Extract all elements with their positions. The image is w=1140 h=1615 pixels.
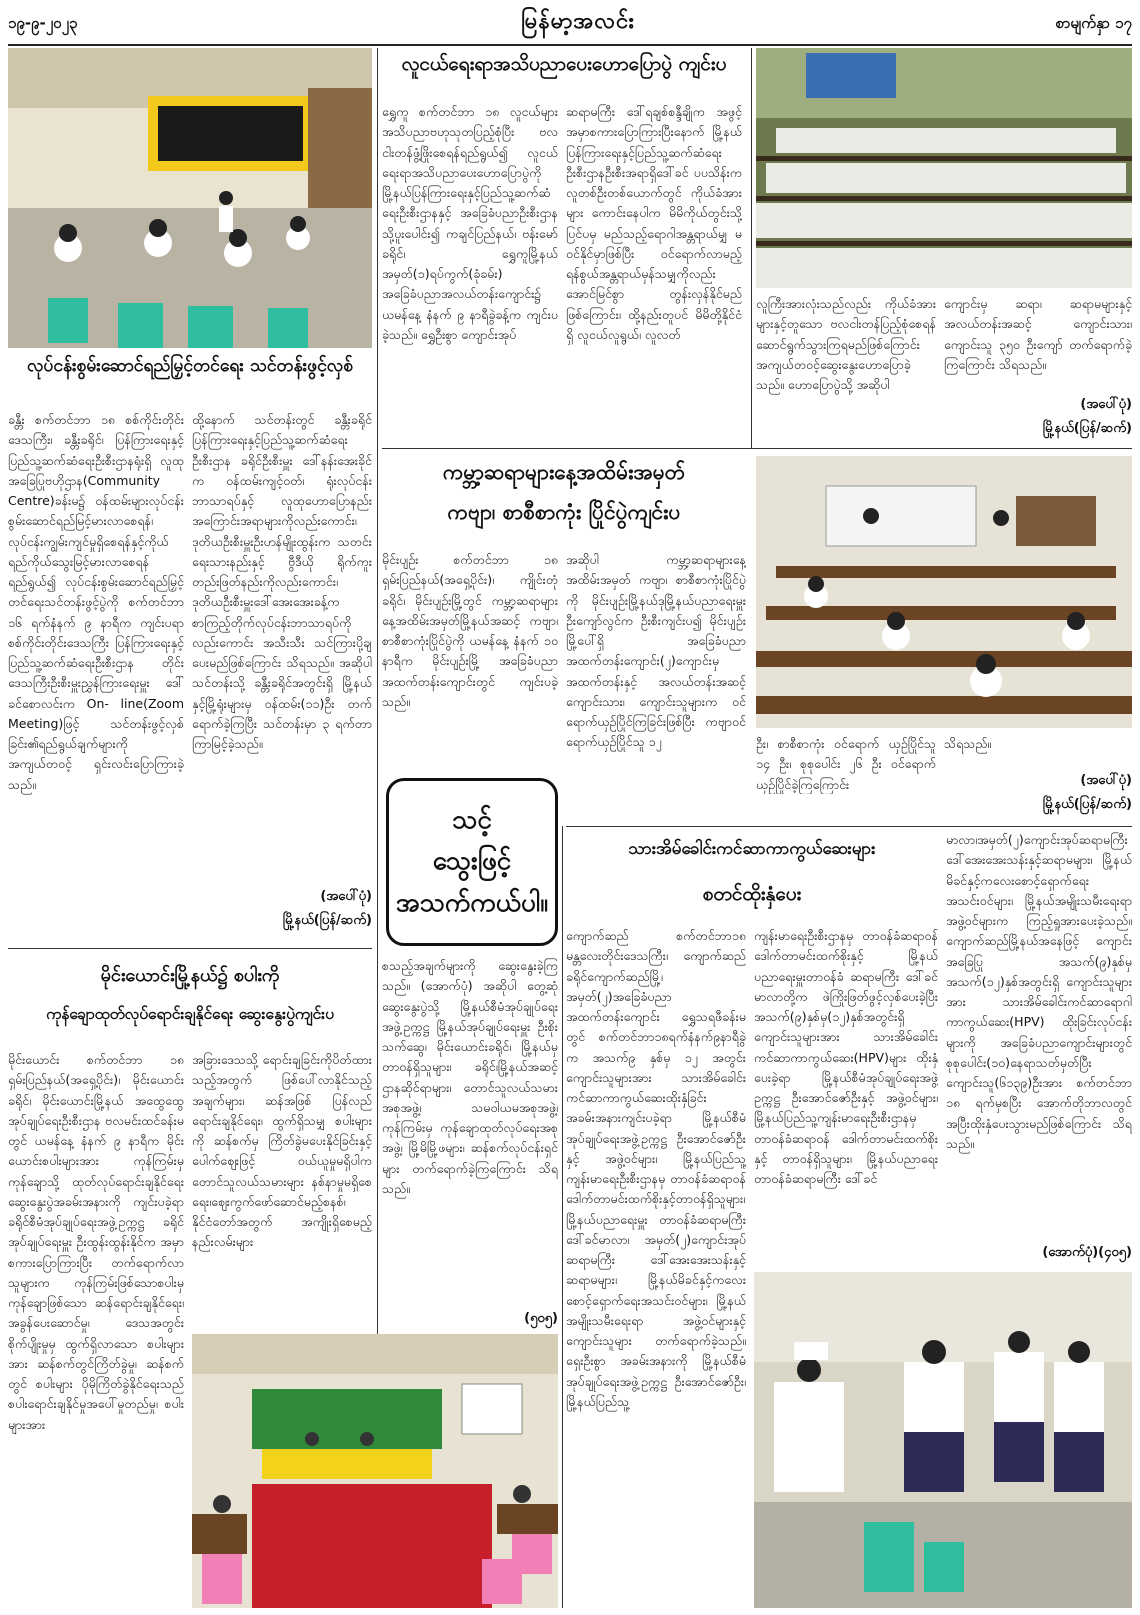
article-training-headline: လုပ်ငန်းစွမ်းဆောင်ရည်မြှင့်တင်ရေး သင်တန်းဖွင့်လှစ် — [26, 356, 354, 376]
article-teachers-day-col3: ဦး၊ စာစီစာကုံး ဝင်ရောက် ယှဉ်ပြိုင်သူ ၁၄ ဦး၊ စုစုပေါင်း ၂၆ ဦး ဝင်ရောက်ယှဉ်ပြိုင်ခဲ့ကြကြောင်း — [756, 736, 936, 792]
article-youth-talk-col2: ဆရာမကြီး ဒေါ်ရချစ်စန္ဒီချိုက အဖွင့်အမှာစကားပြောကြားပြီးနောက် မြို့နယ်ပြန်ကြားရေးနှင့်ပြည်သူ့ဆက်ဆံရေးဦးစီးဌာနဦးစီးအရာရှိဒေါ်ခင် ပပသိန်းက လူတစ်ဦးတစ်ယောက်တွင် ကိုယ်ခံအားများ ကောင်းနေပါက မိမိကိုယ်တွင်းသို့ ပြင်ပမှ မည်သည့်ရောဂါအန္တရာယ်မျှ မဝင်နိုင်မှာဖြစ်ပြီး ဝင်ရောက်လာမည့် ရန်စွယ်အန္တရာယ်မှန်သမျှကိုလည်း အောင်မြင်စွာ တွန်းလှန်နိုင်မည်ဖြစ်ကြောင်း၊ ထို့နည်းတူပင် မိမိတို့နိုင်ငံရှိ လူငယ်လူရွယ်၊ လူလတ် — [566, 104, 742, 342]
teachers-day-photo — [756, 456, 1132, 728]
article-hpv-headline2: စတင်ထိုးနှံပေး — [702, 883, 802, 905]
youth-talk-photo — [756, 48, 1132, 288]
article-paddy-headline2: ကုန်ချောထုတ်လုပ်ရောင်းချနိုင်ရေး ဆွေးနွေးပွဲကျင်းပ — [46, 1005, 334, 1023]
article-training-col2: ထို့နောက် သင်တန်းတွင် ခန္တီးခရိုင်ပြန်ကြားရေးနှင့်ပြည်သူ့ဆက်ဆံရေးဦးစီးဌာန ခရိုင်ဦးစီးမှူး ဒေါ်နန်းအေးခိုင်က ဝန်ထမ်းကျင့်ဝတ်၊ ရုံးလုပ်ငန်း ဘာသာရပ်နှင့် လူထုဟောပြောနည်း အကြောင်းအရာများကိုလည်းကောင်း၊ဒုတိယဦးစီးမှူးဦးဟန်မျိုးထွန်းက သတင်းရေးသားနည်းနှင့် ဗွီဒီယို ရိုက်ကူးတည်းဖြတ်နည်းကိုလည်းကောင်း၊ ဒုတိယဦးစီးမှူးဒေါ်အေးအေးခန့်က စာကြည့်တိုက်လုပ်ငန်းဘာသာရပ်ကိုလည်းကောင်း အသီးသီး သင်ကြားပို့ချပေးမည်ဖြစ်ကြောင်း သိရသည်။ အဆိုပါသင်တန်းသို့ ခန္တီးခရိုင်အတွင်းရှိ မြို့နယ်နှင့်မြို့ရုံးများမှ ဝန်ထမ်း(၁၁)ဦး တက်ရောက်ခဲ့ကြပြီး သင်တန်းမှာ ၃ ရက်တာ ကြာမြင့်ခဲ့သည်။ — [192, 412, 372, 751]
hpv-vaccination-photo — [754, 1272, 1132, 1608]
column-divider — [562, 826, 563, 1608]
article-teachers-day-photo-credit: (အပေါ်ပုံ) — [1080, 773, 1132, 788]
article-hpv-col1: ကျောက်ဆည် စက်တင်ဘာ၁၈ မန္တလေးတိုင်းဒေသကြီး၊ ကျောက်ဆည်ခရိုင်ကျောက်ဆည်မြို့၊ အမှတ်(၂)အခြေခံပညာအထက်တန်းကျောင်း ရွှေသရဖီခန်းမတွင် စက်တင်ဘာ၁၈ရက်နံနက်၉နာရီခွဲက အသက်၉ နှစ်မှ ၁၂ အတွင်း ကျောင်းသူများအား သားအိမ်ခေါင်းကင်ဆာကာကွယ်ဆေးထိုးနှံခြင်းအခမ်းအနားကျင်းပခဲ့ရာ မြို့နယ်စီမံအုပ်ချုပ်ရေးအဖွဲ့ဥက္ကဋ္ဌ ဦးအောင်ဇော်ဦးနှင့် အဖွဲ့ဝင်များ၊ မြို့နယ်ပြည်သူ့ကျန်းမာရေးဦးစီးဌာနမှ တာဝန်ခံဆရာဝန် ဒေါက်တာမင်းထက်စိုးနှင့်တာဝန်ရှိသူများ၊ မြို့နယ်ပညာရေးမှူး တာဝန်ခံဆရာမကြီး ဒေါ်ခင်မာလာ၊ အမှတ်(၂)ကျောင်းအုပ်ဆရာမကြီး ဒေါ်အေးအေးသန်းနှင့်ဆရာမများ၊ မြို့နယ်မိခင်နှင့်ကလေးစောင့်ရှောက်ရေးအသင်းဝင်များ၊ မြို့နယ်အမျိုးသမီးရေးရာ အဖွဲ့ဝင်များနှင့် ကျောင်းသူများ တက်ရောက်ခဲ့သည်။ ရှေးဦးစွာ အခမ်းအနားကို မြို့နယ်စီမံအုပ်ချုပ်ရေးအဖွဲ့ဥက္ကဋ္ဌ ဦးအောင်ဇော်ဦး၊ မြို့နယ်ပြည်သူ့ — [566, 928, 746, 1409]
article-teachers-day-col1: မိုင်းပျဉ်း စက်တင်ဘာ ၁၈ ရှမ်းပြည်နယ်(အရှေ့ပိုင်း)၊ ကျိုင်းတုံခရိုင်၊ မိုင်းပျဉ်းမြို့တွင် ကမ္ဘာ့ဆရာများနေ့အထိမ်းအမှတ်မြို့နယ်အဆင့် ကဗျာ၊ စာစီစာကုံးပြိုင်ပွဲကို ယမန်နေ့ နံနက် ၁၀ နာရီက မိုင်းပျဉ်းမြို့ အခြေခံပညာအထက်တန်းကျောင်းတွင် ကျင်းပခဲ့သည်။ — [382, 552, 558, 709]
page-number: စာမျက်နှာ ၁၇ — [1055, 14, 1132, 32]
article-paddy-col3: စသည့်အချက်များကို ဆွေးနွေးခဲ့ကြသည်။ (အောက်ပုံ) အဆိုပါ တွေ့ဆုံဆွေးနွေးပွဲသို့ မြို့နယ်စီမံအုပ်ချုပ်ရေးအဖွဲ့ဥက္ကဋ္ဌ မြို့နယ်အုပ်ချုပ်ရေးမှူး ဦးစိုးသက်ဆွေ၊ မိုင်းယောင်းခရိုင်၊ မြို့နယ်မှ တာဝန်ရှိသူများ၊ ခရိုင်၊မြို့နယ်အဆင့် ဌာနဆိုင်ရာများ၊ တောင်သူလယ်သမားအစုအဖွဲ့၊ သမဝါယမအစုအဖွဲ့၊ ကုန်ကြမ်းမှ ကုန်ချောထုတ်လုပ်ရေးအစုအဖွဲ့၊ မြို့မိမြို့ဖများ၊ ဆန်စက်လုပ်ငန်းရှင်များ တက်ရောက်ခဲ့ကြကြောင်း သိရသည်။ — [382, 958, 558, 1196]
article-hpv-col3: မာလာ၊အမှတ်(၂)ကျောင်းအုပ်ဆရာမကြီး ဒေါ်အေးအေးသန်းနှင့်ဆရာမများ၊ မြို့နယ် မိခင်နှင့်ကလေးစောင့်ရှောက်ရေးအသင်းဝင်များ၊ မြို့နယ်အမျိုးသမီးရေးရာ အဖွဲ့ဝင်များက ကြည့်ရှုအားပေးခဲ့သည်။ ကျောက်ဆည်မြို့နယ်အနေဖြင့် ကျောင်းအခြေပြု အသက်(၉)နှစ်မှ အသက်(၁၂)နှစ်အတွင်းရှိ ကျောင်းသူများအား သားအိမ်ခေါင်းကင်ဆာရောဂါကာကွယ်ဆေး(HPV) ထိုးခြင်းလုပ်ငန်းများကို အခြေခံပညာကျောင်းများတွင် စုစုပေါင်း(၁၀)နေရာသတ်မှတ်ပြီး ကျောင်းသူ(၆၁၃၉)ဦးအား စက်တင်ဘာ ၁၈ ရက်မှစပြီး အောက်တိုဘာလတွင် အပြီးထိုးနှံပေးသွားမည်ဖြစ်ကြောင်း သိရသည်။ — [946, 832, 1132, 1151]
article-training-source: မြို့နယ်(ပြန်/ဆက်) — [282, 913, 372, 928]
article-teachers-day-col2: အဆိုပါ ကမ္ဘာ့ဆရာများနေ့အထိမ်းအမှတ် ကဗျာ၊ စာစီစာကုံးပြိုင်ပွဲကို မိုင်းပျဉ်းမြို့နယ်ဒုမြို့နယ်ပညာရေးမှူး ဦးကျော်လွင်က ဦးစီးကျင်းပ၍ မိုင်းပျဉ်းမြို့ပေါ်ရှိ အခြေခံပညာအထက်တန်းကျောင်း(၂)ကျောင်းမှ အထက်တန်းနှင့် အလယ်တန်းအဆင့် ကျောင်းသား၊ ကျောင်းသူများက ဝင်ရောက်ယှဉ်ပြိုင်ကြခြင်းဖြစ်ပြီး ကဗျာဝင်ရောက်ယှဉ်ပြိုင်သူ ၁၂ — [566, 552, 746, 750]
slogan-line1: သင့် — [452, 804, 492, 835]
article-youth-talk-col3: လူကြီးအားလုံးသည်လည်း ကိုယ်ခံအားများနှင့်တူသော ဗလငါးတန်ပြည့်စုံစေရန် ဆောင်ရွက်သွားကြရမည်ဖြစ်ကြောင်း အကျယ်တဝင့်ဆွေးနွေးဟောပြောခဲ့သည်။ ဟောပြောပွဲသို့ အဆိုပါ — [756, 296, 936, 392]
masthead-logo: မြန်မာ့အလင်း — [521, 8, 635, 34]
newspaper-masthead — [508, 6, 648, 42]
header-rule — [8, 44, 1132, 46]
section-divider — [566, 826, 1132, 827]
article-paddy-col2: အခြားဒေသသို့ ရောင်းချခြင်းကိုပိတ်ထားသည့်အတွက် ဖြစ်ပေါ်လာနိုင်သည့်အချက်များ၊ ဆန်အဖြစ် ပြန်လည်ရောင်းချနိုင်ရေး၊ ထွက်ရှိသမျှ စပါးများကို ဆန်စက်မှ ကြိတ်ခွဲမပေးနိုင်ခြင်းနှင့် ပေါက်ဈေးဖြင့် ဝယ်ယူမှုမရှိပါက တောင်သူလယ်သမားများ နစ်နာမှုမရှိစေရေး၊ဈေးကွက်ဖော်ဆောင်မည့်စနစ်၊ နိုင်ငံတော်အတွက် အကျိုးရှိစေမည့် နည်းလမ်းများ — [192, 1052, 372, 1250]
article-youth-talk-photo-credit: (အပေါ်ပုံ) — [1080, 397, 1132, 412]
article-hpv-code: (အောက်ပုံ)(၄၀၅) — [1042, 1245, 1132, 1260]
article-paddy-code: (၅၀၅) — [524, 1311, 558, 1326]
training-photo — [8, 48, 372, 348]
blood-donation-slogan-box — [386, 778, 558, 946]
article-training-col1: ခန္တီး စက်တင်ဘာ ၁၈ စစ်ကိုင်းတိုင်းဒေသကြီး၊ ခန္တီးခရိုင်၊ ပြန်ကြားရေးနှင့်ပြည်သူ့ဆက်ဆံရေးဦးစီးဌာနရုံးရှိ လူထုအခြေပြုဗဟိုဌာန(Community Centre)ခန်းမ၌ ဝန်ထမ်းများလုပ်ငန်းစွမ်းဆောင်ရည်မြင့်မားလာစေရန်၊ လုပ်ငန်းကျွမ်းကျင်မှုရှိစေရန်နှင့်ကိုယ်ရည်ကိုယ်သွေးမြင့်မားလာစေရန်ရည်ရွယ်၍ လုပ်ငန်းစွမ်းဆောင်ရည်မြှင့်တင်ရေးသင်တန်းဖွင့်ပွဲကို စက်တင်ဘာ ၁၆ ရက်နံနက် ၉ နာရီက ကျင်းပရာ စစ်ကိုင်းတိုင်းဒေသကြီး ပြန်ကြားရေးနှင့်ပြည်သူ့ဆက်ဆံရေးဦးစီးဌာန တိုင်းဒေသကြီးဦးစီးမှူးညွှန်ကြားရေးမှူး ဒေါ်ခင်စောလင်းက On- line(Zoom Meeting)ဖြင့် သင်တန်းဖွင့်လှစ်ခြင်း၏ရည်ရွယ်ချက်များကို အကျယ်တဝင့် ရှင်းလင်းပြောကြားခဲ့သည်။ — [8, 412, 184, 792]
slogan-line2: သွေးဖြင့် — [432, 846, 512, 877]
article-training-photo-credit: (အပေါ်ပုံ) — [320, 889, 372, 904]
article-teachers-day-headline1: ကမ္ဘာ့ဆရာများနေ့အထိမ်းအမှတ် — [442, 460, 686, 484]
slogan-line3: အသက်ကယ်ပါ။ — [395, 887, 549, 918]
article-paddy-col1: မိုင်းယောင်း စက်တင်ဘာ ၁၈ ရှမ်းပြည်နယ်(အရှေ့ပိုင်း)၊ မိုင်းယောင်းခရိုင်၊ မိုင်းယောင်းမြို့နယ် အထွေထွေအုပ်ချုပ်ရေးဦးစီးဌာန ဗလမင်းထင်ခန်းမတွင် ယမန်နေ့ နံနက် ၉ နာရီက မိုင်းယောင်းစပါးများအား ကုန်ကြမ်းမှ ကုန်ချောသို့ ထုတ်လုပ်ရောင်းချနိုင်ရေး ဆွေးနွေးပွဲအခမ်းအနားကို ကျင်းပခဲ့ရာ ခရိုင်စီမံအုပ်ချုပ်ရေးအဖွဲ့ဥက္ကဋ္ဌ ခရိုင်အုပ်ချုပ်ရေးမှူး ဦးထွန်းထွန်းနိုင်က အမှာစကားပြောကြားပြီး တက်ရောက်လာသူများက ကုန်ကြမ်းဖြစ်သောစပါးမှ ကုန်ချောဖြစ်သော ဆန်ရောင်းချနိုင်ရေး၊ အခွန်ပေးဆောင်မှု၊ ဒေသအတွင်း စိုက်ပျိုးမှုမှ ထွက်ရှိလာသော စပါးများအား ဆန်စက်တွင်ကြိတ်ခွဲမှု၊ ဆန်စက်တွင် စပါးများ ပိုမိုကြိတ်ခွဲနိုင်ရေးသည် စပါးရောင်းချနိုင်မှုအပေါ်မှုတည်မှု၊ စပါးများအား — [8, 1052, 184, 1432]
article-youth-talk-col1: ရွှေကူ စက်တင်ဘာ ၁၈ လူငယ်များအသိပညာဗဟုသုတပြည့်စုံပြီး ဗလငါးတန်ဖွံ့ဖြိုးစေရန်ရည်ရွယ်၍ လူငယ်ရေးရာအသိပညာပေးဟောပြောပွဲကို မြို့နယ်ပြန်ကြားရေးနှင့်ပြည်သူ့ဆက်ဆံရေးဦးစီးဌာနနှင့် အခြေခံပညာဦးစီးဌာနသို့ပူးပေါင်း၍ ကချင်ပြည်နယ်၊ ဗန်းမော်ခရိုင်၊ ရွှေကူမြို့နယ်အမှတ်(၁)ရပ်ကွက်(ခုံခမ်း) အခြေခံပညာအလယ်တန်းကျောင်း၌ ယမန်နေ့ နံနက် ၉ နာရီခွဲခန့်က ကျင်းပခဲ့သည်။ ရွှေဦးစွာ ကျောင်းအုပ် — [382, 104, 558, 342]
issue-date: ၁၉-၉-၂၀၂၃ — [8, 14, 78, 32]
section-divider — [8, 948, 372, 949]
article-hpv-col2: ကျန်းမာရေးဦးစီးဌာနမှ တာဝန်ခံဆရာဝန် ဒေါက်တာမင်းထက်စိုးနှင့် မြို့နယ်ပညာရေးမှူးတာဝန်ခံ ဆရာမကြီး ဒေါ်ခင်မာလာတို့က ဖဲကြိုးဖြတ်ဖွင့်လှစ်ပေးခဲ့ပြီး အသက်(၉)နှစ်မှ(၁၂)နှစ်အတွင်းရှိ ကျောင်းသူများအား သားအိမ်ခေါင်းကင်ဆာကာကွယ်ဆေး(HPV)များ ထိုးနှံပေးခဲ့ရာ မြို့နယ်စီမံအုပ်ချုပ်ရေးအဖွဲ့ဥက္ကဋ္ဌ ဦးအောင်ဇော်ဦးနှင့် အဖွဲ့ဝင်များ၊ မြို့နယ်ပြည်သူ့ကျန်းမာရေးဦးစီးဌာနမှ တာဝန်ခံဆရာဝန် ဒေါက်တာမင်းထက်စိုးနှင့် တာဝန်ရှိသူများ၊ မြို့နယ်ပညာရေး တာဝန်ခံဆရာမကြီး ဒေါ်ခင် — [754, 928, 938, 1186]
section-divider — [382, 448, 1132, 449]
article-teachers-day-col4: သိရသည်။ — [944, 736, 992, 751]
article-youth-talk-col4: ကျောင်းမှ ဆရာ၊ ဆရာမများနှင့်အလယ်တန်းအဆင့် ကျောင်းသား၊ ကျောင်းသူ ၃၅၀ ဦးကျော် တက်ရောက်ခဲ့ကြကြောင်း သိရသည်။ — [944, 296, 1132, 372]
article-hpv-headline1: သားအိမ်ခေါင်းကင်ဆာကာကွယ်ဆေးများ — [628, 839, 876, 859]
column-divider — [751, 48, 752, 448]
paddy-meeting-photo — [192, 1334, 558, 1608]
article-youth-talk-source: မြို့နယ်(ပြန်/ဆက်) — [1042, 421, 1132, 436]
article-paddy-headline1: မိုင်းယောင်းမြို့နယ်၌ စပါးကို — [100, 965, 280, 986]
page-header — [8, 6, 1132, 44]
article-teachers-day-source: မြို့နယ်(ပြန်/ဆက်) — [1042, 797, 1132, 812]
article-teachers-day-headline2: ကဗျာ၊ စာစီစာကုံး ပြိုင်ပွဲကျင်းပ — [447, 500, 681, 524]
article-youth-talk-headline: လူငယ်ရေးရာအသိပညာပေးဟောပြောပွဲ ကျင်းပ — [401, 53, 727, 75]
